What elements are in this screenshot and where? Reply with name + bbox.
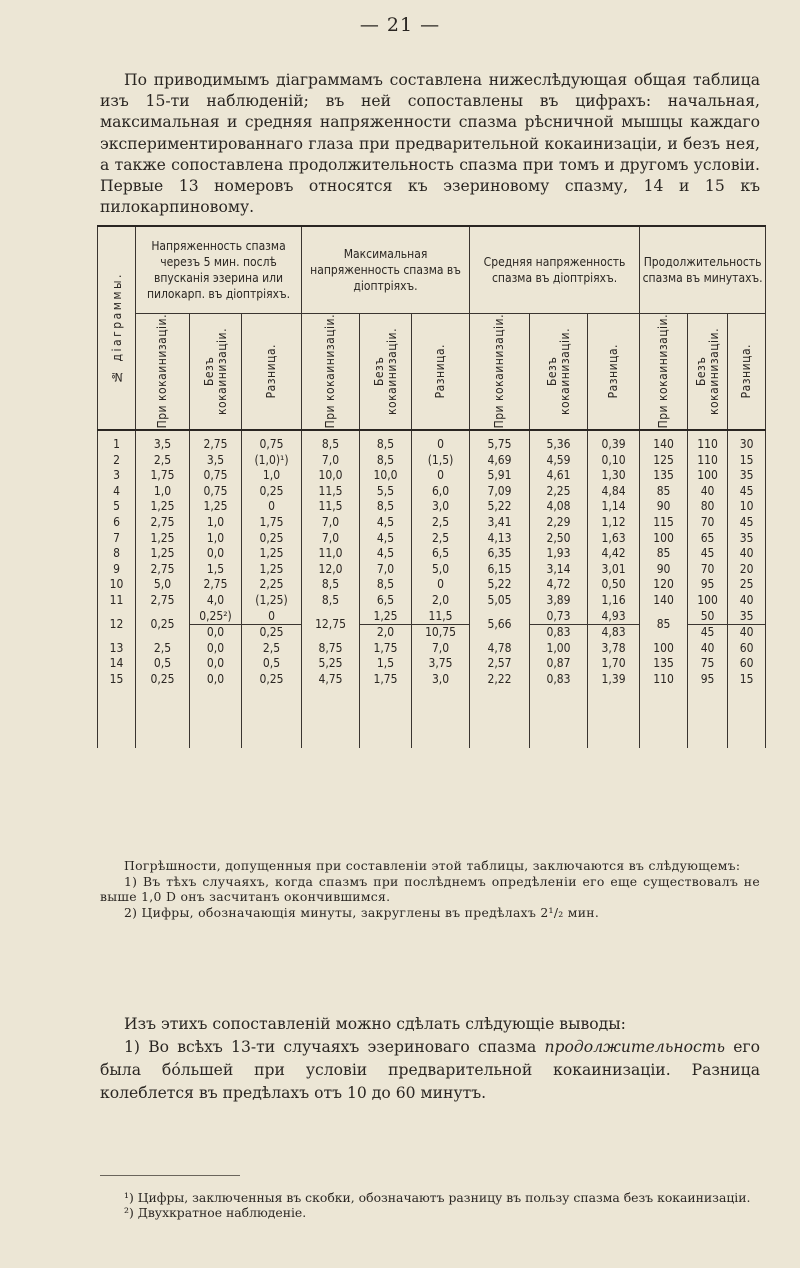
table-cell: 45 [728, 484, 766, 500]
table-cell: 100 [688, 468, 728, 484]
table-cell: 2,25 [242, 577, 302, 593]
header-separator [98, 430, 766, 437]
table-cell: 1,0 [136, 484, 190, 500]
table-cell: 0,83 [530, 625, 588, 641]
table-cell: 140 [640, 437, 688, 453]
table-cell: 0 [412, 468, 470, 484]
table-cell: 15 [728, 453, 766, 469]
table-cell: 5,05 [470, 593, 530, 609]
table-cell: 4,78 [470, 641, 530, 657]
table-cell: 0,25 [242, 484, 302, 500]
table-cell: 4,5 [360, 515, 412, 531]
table-cell: 0,25 [136, 672, 190, 688]
table-row [98, 484, 766, 500]
table-cell: 60 [728, 641, 766, 657]
subheader-row [98, 314, 766, 431]
subheader-label: Разница. [606, 344, 621, 399]
table-cell: 35 [728, 468, 766, 484]
footnote-1: ¹) Цифры, заключенныя въ скобки, обозначаютъ разницу въ пользу спазма безъ кокаинизаціи. [124, 1190, 751, 1205]
table-cell: 0,50 [588, 577, 640, 593]
table-cell: 1,5 [360, 656, 412, 672]
subheader-label: Безъ кокаинизаціи. [693, 328, 721, 415]
intro-paragraph [100, 70, 760, 218]
footnote-rule [100, 1175, 240, 1176]
table-cell: 4,59 [530, 453, 588, 469]
table-cell: 135 [640, 468, 688, 484]
subheader-g3-s1 [688, 314, 728, 431]
table-cell: 5,22 [470, 577, 530, 593]
table-row [98, 515, 766, 531]
table-cell: 0,39 [588, 437, 640, 453]
subheader-g0-s0 [136, 314, 190, 431]
table-cell: 3,75 [412, 656, 470, 672]
table-cell: 0 [412, 437, 470, 453]
table-cell: 3,0 [412, 499, 470, 515]
table-cell: 1,75 [360, 641, 412, 657]
subheader-g0-s1 [190, 314, 242, 431]
group-header-max: Максимальная напряженность спазма въ діоптріяхъ. [302, 226, 470, 314]
table-cell: 4,75 [302, 672, 360, 688]
conclusions [100, 1013, 760, 1105]
subheader-label: При кокаинизаціи. [492, 314, 507, 429]
table-cell: 40 [728, 625, 766, 641]
subheader-label: При кокаинизаціи. [656, 314, 671, 429]
note-2: 2) Цифры, обозначающія минуты, закруглены въ предѣлахъ 2¹/₂ мин. [124, 904, 600, 920]
table-cell: 0 [242, 609, 302, 625]
table-cell: 1,25 [242, 562, 302, 578]
table-cell: 0,5 [136, 656, 190, 672]
table-cell: 90 [640, 562, 688, 578]
table-cell: 3,01 [588, 562, 640, 578]
table-cell: 40 [728, 546, 766, 562]
table-cell: 1,39 [588, 672, 640, 688]
table-cell: 10,75 [412, 625, 470, 641]
table-cell: 0,10 [588, 453, 640, 469]
table-cell: 8,75 [302, 641, 360, 657]
table-row [98, 593, 766, 609]
table-row [98, 641, 766, 657]
table-cell: 7,0 [412, 641, 470, 657]
table-cell: 8,5 [360, 437, 412, 453]
table-cell: 11,0 [302, 546, 360, 562]
table-cell: 95 [688, 577, 728, 593]
table-cell: 4,13 [470, 531, 530, 547]
emphasis-duration: продолжительность [544, 1038, 726, 1056]
subheader-g2-s1 [530, 314, 588, 431]
table-row-12a [98, 609, 766, 625]
table-cell: 4,5 [360, 531, 412, 547]
subheader-g1-s0 [302, 314, 360, 431]
table-cell: 5,5 [360, 484, 412, 500]
table-cell: 7,0 [302, 453, 360, 469]
table-cell: 110 [688, 437, 728, 453]
table-cell: 1,14 [588, 499, 640, 515]
table-cell: 4,83 [588, 625, 640, 641]
subheader-g3-s0 [640, 314, 688, 431]
table-cell: 40 [688, 641, 728, 657]
table-cell: 45 [688, 546, 728, 562]
table-cell: 0,0 [190, 546, 242, 562]
table-cell: 4,5 [360, 546, 412, 562]
table-cell: 6,0 [412, 484, 470, 500]
table-cell: 0 [242, 499, 302, 515]
subheader-label: При кокаинизаціи. [155, 314, 169, 429]
table-cell: 1,00 [530, 641, 588, 657]
table-cell: 8,5 [302, 577, 360, 593]
table-cell: 4,08 [530, 499, 588, 515]
table-cell: 4,93 [588, 609, 640, 625]
table-cell: 6,5 [412, 546, 470, 562]
subheader-label: Разница. [264, 344, 278, 399]
row-number: 12 [98, 609, 136, 641]
table-cell: 45 [688, 625, 728, 641]
table-row [98, 437, 766, 453]
table-cell: 60 [728, 656, 766, 672]
table-cell: 11,5 [302, 499, 360, 515]
table-cell: 0,75 [190, 484, 242, 500]
table-row [98, 672, 766, 688]
table-cell: 7,09 [470, 484, 530, 500]
table-cell: 2,25 [530, 484, 588, 500]
table-cell: 2,5 [136, 641, 190, 657]
table-cell: 100 [640, 531, 688, 547]
table-cell: 4,61 [530, 468, 588, 484]
row-number: 8 [98, 546, 136, 562]
table-cell: (1,5) [412, 453, 470, 469]
table-cell: 0 [412, 577, 470, 593]
table-cell: 1,25 [136, 499, 190, 515]
subheader-label: Безъ кокаинизаціи. [544, 328, 572, 415]
table-cell: 1,25 [136, 546, 190, 562]
subheader-g2-s2 [588, 314, 640, 431]
page-number: — 21 — [359, 14, 441, 36]
table-cell: 2,50 [530, 531, 588, 547]
table-cell: 6,15 [470, 562, 530, 578]
subheader-label: Разница. [739, 344, 754, 399]
table-row [98, 546, 766, 562]
intro-text: По приводимымъ діаграммамъ составлена нижеслѣдующая общая таблица изъ 15-ти наблюденій; въ ней сопоставлены въ цифрахъ: начальная, максимальная и средняя напряженности спазма рѣсничной мышцы каждаго экспериментированнаго глаза при предварительной кокаинизаціи, и безъ нея, а также сопоставлена продолжительность спазма при томъ и другомъ условіи. Первые 13 номеровъ относятся къ эзериновому спазму, 14 и 15 къ пилокарпиновому. [100, 71, 760, 217]
table-cell: 1,75 [136, 468, 190, 484]
table-cell: 0,75 [242, 437, 302, 453]
table-cell: 0,73 [530, 609, 588, 625]
table-cell: 85 [640, 609, 688, 641]
table-cell: 1,75 [242, 515, 302, 531]
table-cell: 1,25 [242, 546, 302, 562]
table-cell: 0,75 [190, 468, 242, 484]
table-cell: 5,91 [470, 468, 530, 484]
table-cell: 95 [688, 672, 728, 688]
table-cell: 3,5 [190, 453, 242, 469]
table-cell: 1,0 [190, 515, 242, 531]
table-cell: 10,0 [360, 468, 412, 484]
row-number: 10 [98, 577, 136, 593]
table-cell: 125 [640, 453, 688, 469]
table-cell: 110 [688, 453, 728, 469]
row-number: 9 [98, 562, 136, 578]
subheader-label: Безъ кокаинизаціи. [201, 328, 229, 415]
table-cell: 135 [640, 656, 688, 672]
table-cell: 40 [688, 484, 728, 500]
table-cell: 3,14 [530, 562, 588, 578]
table-cell: 90 [640, 499, 688, 515]
table-cell: 70 [688, 515, 728, 531]
table-cell: 70 [688, 562, 728, 578]
summary-table [97, 225, 766, 748]
table-cell: 5,25 [302, 656, 360, 672]
table-cell: 100 [688, 593, 728, 609]
conclusions-intro: Изъ этихъ сопоставленій можно сдѣлать слѣдующіе выводы: [124, 1015, 626, 1033]
subheader-label: Безъ кокаинизаціи. [371, 328, 399, 415]
table-cell: 2,75 [136, 593, 190, 609]
group-header-duration: Продолжительность спазма въ минутахъ. [640, 226, 766, 314]
conclusion-1: 1) Во всѣхъ 13-ти случаяхъ эзеринoваго спазма продолжительность его была бóльшей при условіи предварительной кокаинизаціи. Разница колеблется въ предѣлахъ отъ 10 до 60 минутъ. [100, 1038, 760, 1102]
table-row [98, 656, 766, 672]
table-cell: 0,25 [242, 672, 302, 688]
table-cell: 3,89 [530, 593, 588, 609]
table-cell: 0,25 [242, 625, 302, 641]
table-cell: 4,69 [470, 453, 530, 469]
subheader-g1-s2 [412, 314, 470, 431]
table-cell: 4,72 [530, 577, 588, 593]
table-cell: 1,5 [190, 562, 242, 578]
table-cell: 1,63 [588, 531, 640, 547]
table-cell: 1,93 [530, 546, 588, 562]
row-number: 7 [98, 531, 136, 547]
table-cell: 7,0 [302, 531, 360, 547]
row-number: 11 [98, 593, 136, 609]
table-cell: 0,25 [136, 609, 190, 641]
table-cell: 0,0 [190, 641, 242, 657]
table-row [98, 562, 766, 578]
table-body [98, 437, 766, 748]
error-notes [100, 858, 760, 920]
table-cell: 7,0 [302, 515, 360, 531]
col-number-label: № діаграммы. [109, 272, 124, 384]
table-cell: 0,25²) [190, 609, 242, 625]
row-number: 13 [98, 641, 136, 657]
row-number: 15 [98, 672, 136, 688]
table-cell: 3,41 [470, 515, 530, 531]
table-cell: 4,0 [190, 593, 242, 609]
table-cell: 120 [640, 577, 688, 593]
table-cell: 1,25 [190, 499, 242, 515]
table-cell: 100 [640, 641, 688, 657]
table-cell: 8,5 [360, 453, 412, 469]
table-cell: 3,78 [588, 641, 640, 657]
table-cell: 1,0 [190, 531, 242, 547]
table-cell: 4,42 [588, 546, 640, 562]
table-cell: 2,0 [412, 593, 470, 609]
table-row [98, 453, 766, 469]
table-cell: 2,5 [412, 531, 470, 547]
table-cell: 30 [728, 437, 766, 453]
table-cell: 1,12 [588, 515, 640, 531]
table-cell: 20 [728, 562, 766, 578]
table-cell: 2,57 [470, 656, 530, 672]
table-cell: 1,16 [588, 593, 640, 609]
table-cell: 65 [688, 531, 728, 547]
row-number: 1 [98, 437, 136, 453]
table-row [98, 531, 766, 547]
row-number: 3 [98, 468, 136, 484]
table-cell: 2,5 [136, 453, 190, 469]
table-cell: 0,0 [190, 672, 242, 688]
table-cell: 25 [728, 577, 766, 593]
table-cell: 5,66 [470, 609, 530, 641]
table-cell: 5,0 [412, 562, 470, 578]
table-cell: 110 [640, 672, 688, 688]
table-cell: 8,5 [360, 499, 412, 515]
table-row [98, 577, 766, 593]
table-cell: 12,0 [302, 562, 360, 578]
row-number: 5 [98, 499, 136, 515]
table-cell: 8,5 [302, 437, 360, 453]
footnotes [100, 1190, 760, 1220]
table-cell: 50 [688, 609, 728, 625]
table-cell: (1,0)¹) [242, 453, 302, 469]
table-cell: 8,5 [302, 593, 360, 609]
table-cell: 3,5 [136, 437, 190, 453]
table-cell: (1,25) [242, 593, 302, 609]
table-cell: 2,5 [242, 641, 302, 657]
table-row [98, 468, 766, 484]
table-row [98, 499, 766, 515]
row-number: 14 [98, 656, 136, 672]
table-cell: 1,70 [588, 656, 640, 672]
notes-title: Погрѣшности, допущенныя при составленіи этой таблицы, заключаются въ слѣдующемъ: [124, 858, 741, 873]
table-cell: 3,0 [412, 672, 470, 688]
col-number-header [98, 226, 136, 430]
table-cell: 5,75 [470, 437, 530, 453]
table-cell: 2,22 [470, 672, 530, 688]
table-cell: 12,75 [302, 609, 360, 641]
subheader-label: Разница. [433, 344, 448, 399]
table-cell: 45 [728, 515, 766, 531]
table-cell: 15 [728, 672, 766, 688]
table-cell: 10 [728, 499, 766, 515]
subheader-g2-s0 [470, 314, 530, 431]
table-cell: 80 [688, 499, 728, 515]
table-cell: 2,75 [136, 562, 190, 578]
table-cell: 0,0 [190, 656, 242, 672]
table-cell: 0,87 [530, 656, 588, 672]
table-cell: 1,25 [136, 531, 190, 547]
table-cell: 115 [640, 515, 688, 531]
table-cell: 2,75 [190, 437, 242, 453]
table-cell: 1,30 [588, 468, 640, 484]
footnote-2: ²) Двухкратное наблюденіе. [124, 1205, 307, 1220]
table-cell: 85 [640, 546, 688, 562]
table-cell: 0,5 [242, 656, 302, 672]
table-cell: 40 [728, 593, 766, 609]
table-cell: 0,0 [190, 625, 242, 641]
table-cell: 11,5 [302, 484, 360, 500]
table-cell: 5,0 [136, 577, 190, 593]
table-cell: 4,84 [588, 484, 640, 500]
table-cell: 2,5 [412, 515, 470, 531]
row-number: 2 [98, 453, 136, 469]
table-cell: 35 [728, 531, 766, 547]
table-cell: 6,5 [360, 593, 412, 609]
table-cell: 85 [640, 484, 688, 500]
table-cell: 35 [728, 609, 766, 625]
subheader-g3-s2 [728, 314, 766, 431]
table-cell: 0,83 [530, 672, 588, 688]
table-cell: 5,22 [470, 499, 530, 515]
table-cell: 2,29 [530, 515, 588, 531]
table-cell: 1,75 [360, 672, 412, 688]
subheader-g0-s2 [242, 314, 302, 431]
group-header-mean: Средняя напряженность спазма въ діоптріяхъ. [470, 226, 640, 314]
group-header-initial: Напряженность спазма черезъ 5 мин. послѣ впусканія эзерина или пилокарп. въ діоптріяхъ. [136, 226, 302, 314]
table-cell: 0,25 [242, 531, 302, 547]
table-cell: 11,5 [412, 609, 470, 625]
table-cell: 75 [688, 656, 728, 672]
table-cell: 140 [640, 593, 688, 609]
note-1: 1) Въ тѣхъ случаяхъ, когда спазмъ при послѣднемъ опредѣленіи его еще существовалъ не выше 1,0 D онъ засчитанъ окончившимся. [100, 873, 760, 904]
table-cell: 2,0 [360, 625, 412, 641]
table-cell: 7,0 [360, 562, 412, 578]
table-cell: 1,25 [360, 609, 412, 625]
row-number: 6 [98, 515, 136, 531]
table-cell: 2,75 [190, 577, 242, 593]
subheader-label: При кокаинизаціи. [323, 314, 338, 429]
table-cell: 1,0 [242, 468, 302, 484]
row-number: 4 [98, 484, 136, 500]
table-cell: 6,35 [470, 546, 530, 562]
table-cell: 10,0 [302, 468, 360, 484]
table-cell: 2,75 [136, 515, 190, 531]
table-cell: 8,5 [360, 577, 412, 593]
table-cell: 5,36 [530, 437, 588, 453]
subheader-g1-s1 [360, 314, 412, 431]
